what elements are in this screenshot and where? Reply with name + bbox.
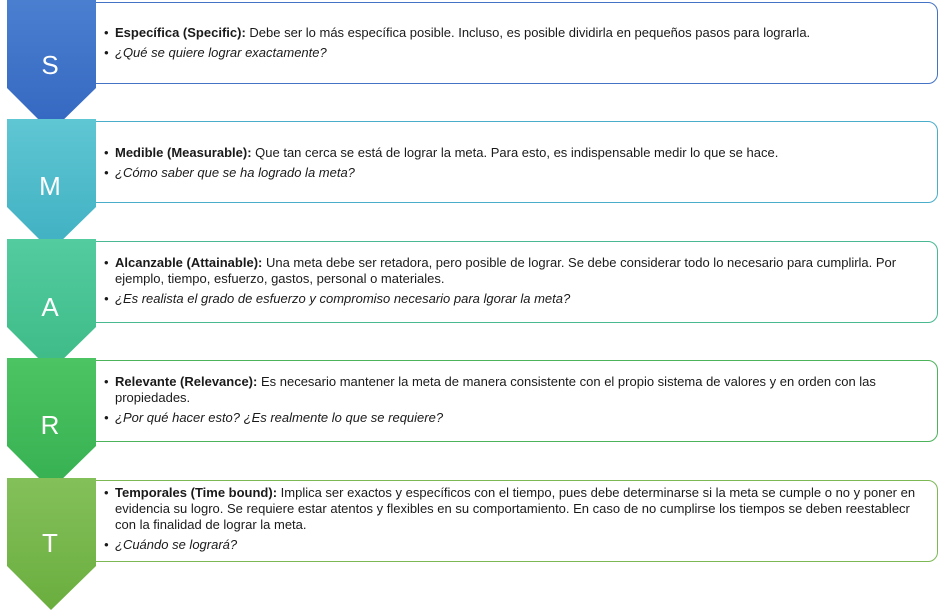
step-content: [104, 255, 934, 311]
step-description: Que tan cerca se está de lograr la meta. Para esto, es indispensable medir lo que se hace.: [251, 145, 779, 160]
smart-step-time-bound: [0, 478, 950, 610]
question-bullet: • ¿Por qué hacer esto? ¿Es realmente lo que se requiere?: [104, 410, 934, 426]
step-letter: A: [41, 292, 59, 322]
step-content: [104, 485, 934, 557]
question-bullet: • ¿Cómo saber que se ha logrado la meta?: [104, 165, 934, 181]
step-content: [104, 25, 934, 65]
step-term: Relevante (Relevance):: [115, 374, 258, 389]
step-content: [104, 374, 934, 430]
definition-bullet: [104, 374, 934, 406]
step-term: Temporales (Time bound):: [115, 485, 278, 500]
step-term: Medible (Measurable):: [115, 145, 252, 160]
step-description: Implica ser exactos y específicos con el tiempo, pues debe determinarse si la meta se cumple o no y poner en evidencia su logro. Se requiere estar atentos y flexibles en su comportamiento. En caso de no cumplirse los tiempos se deben reestablecr con la finalidad de lograr la meta.: [115, 485, 916, 532]
definition-bullet: [104, 25, 934, 41]
step-letter: S: [41, 50, 59, 80]
definition-bullet: [104, 145, 934, 161]
step-letter: M: [39, 171, 61, 201]
smart-step-relevance: [0, 358, 950, 490]
smart-step-specific: [0, 0, 950, 132]
question-bullet: • ¿Qué se quiere lograr exactamente?: [104, 45, 934, 61]
question-bullet: • ¿Es realista el grado de esfuerzo y compromiso necesario para lgorar la meta?: [104, 291, 934, 307]
definition-bullet: [104, 485, 934, 533]
step-letter: R: [40, 410, 60, 440]
step-letter: T: [42, 528, 58, 558]
step-term: Específica (Specific):: [115, 25, 246, 40]
question-bullet: • ¿Cuándo se logrará?: [104, 537, 934, 553]
step-term: Alcanzable (Attainable):: [115, 255, 263, 270]
definition-bullet: [104, 255, 934, 287]
step-description: Una meta debe ser retadora, pero posible de lograr. Se debe considerar todo lo necesario para cumplirla. Por ejemplo, tiempo, esfuerzo, gastos, personal o materiales.: [115, 255, 897, 286]
step-content: [104, 145, 934, 185]
smart-step-attainable: [0, 239, 950, 371]
step-description: Debe ser lo más específica posible. Incluso, es posible dividirla en pequeños pasos para lograrla.: [245, 25, 811, 40]
step-description: Es necesario mantener la meta de manera consistente con el propio sistema de valores y en orden con las propiedades.: [115, 374, 876, 405]
smart-step-measurable: [0, 119, 950, 251]
